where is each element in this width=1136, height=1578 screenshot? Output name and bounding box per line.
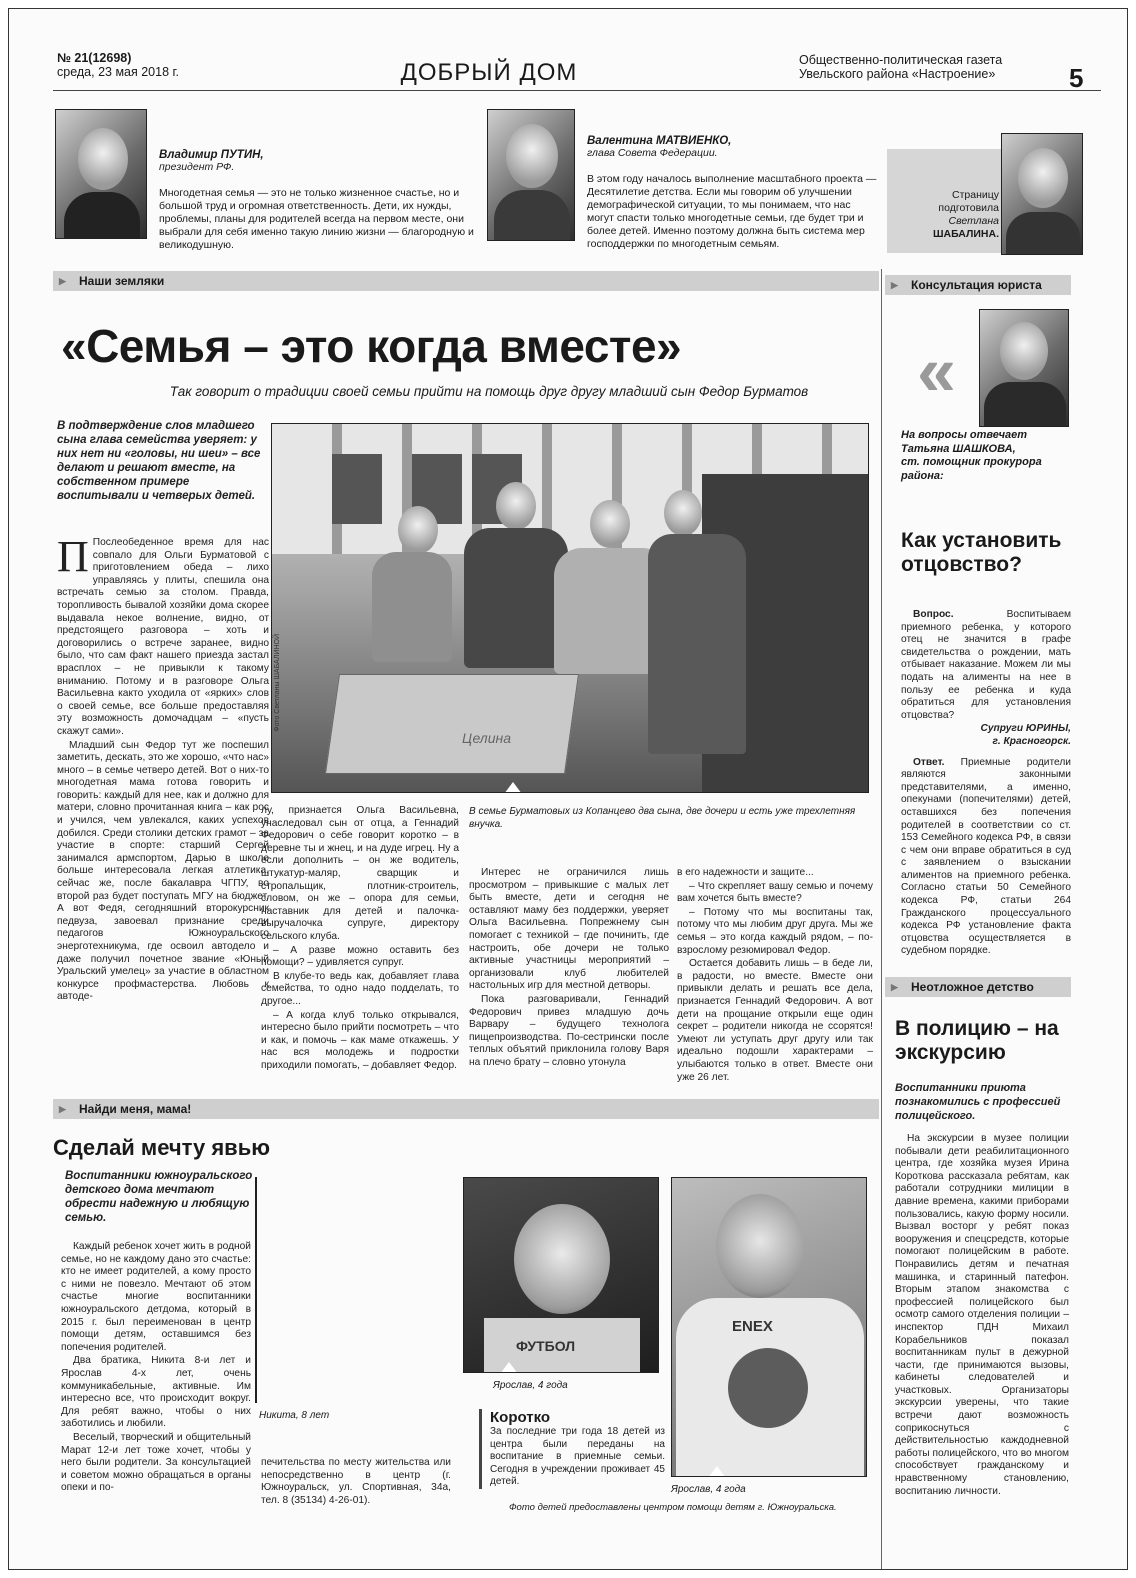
quote-author-post: глава Совета Федерации. [587,147,718,159]
find-title: Сделай мечту явью [53,1135,271,1160]
quote-author: Владимир ПУТИН, [159,149,264,161]
child-shirt-print: ENEX [732,1318,773,1335]
column-text: На экскурсии в музее полиции побывали дети реабилитационного центра, где хозяйка музея Ирина Короткова рассказала ребятам, как работали сотрудники милиции в давние времена, какими приборами пользовались, какую форму носили. Вызвал восторг у ребят показ вооружения и спецсредств, которые помогают полицейским в работе. Понравились детям и печатная машинка, и старинный патефон. Вторым этапом знакомства с профессией полицейского был осмотр самого отделения полиции – инспектор ПДН Михаил Корабельников показал воспитанникам пульт в дежурной части, где принимаются вызовы, кабинеты следователей и участковых. Организаторы экскурсии уверены, что такие встречи дают возможность соприкоснуться с действительностью каждодневной работы полицейского, что во многом способствует гражданскому и нравственному становлению, воспитанию личности. [895,1133,1069,1497]
issue-date: среда, 23 мая 2018 г. [57,65,180,79]
quote-text: Многодетная семья — это не только жизненное счастье, но и большой труд и огромная ответственность. Дети, их нужды, проблемы, планы для родителей всегда на первом месте, они выбрали для себя именно такую линию жизни — благородную и великодушную. [159,187,474,251]
column-text: печительства по месту жительства или непосредственно в центр (г. Южноуральск, ул. Спортивная, 34а, тел. 8 (35134) 4-26-01). [261,1457,451,1506]
section-header-urgent: ▶ Неотложное детство [885,977,1071,997]
quote-text: В этом году началось выполнение масштабного проекта — Десятилетие детства. Если мы говорим об улучшении демографической ситуации, то мы понимаем, что нас могут спасти только многодетные семьи, где будет три и более детей. Именно поэтому должна быть система мер господдержки по многодетным семьям. [587,173,877,250]
short-news-title: Коротко [490,1409,551,1426]
paper-name-line2: Увельского района «Настроение» [799,67,996,81]
family-photo [271,423,869,793]
lawyer-photo [979,309,1069,427]
lawyer-question [901,609,1071,959]
photo-marker [708,1466,726,1477]
column-text: Послеобеденное время для нас совпало для Ольги Бурматовой с приготовлением обеда – лихо управляясь у плиты, спешила она встречать семью за столом. Правда, торопливость бывалой хозяйки дома скорее выдавала некое волнение, видно, от предстоящего разговора – хоть и договорились о встрече заранее, видно было, что сам факт нашего приезда застал врасплох – не привыкли к такому вниманию. Потому и в разговоре Ольга Васильевна както уходила от «ярких» слов о своей семье, все больше предоставляя эту возможность домочадцам – «пусть скажут сами». [57,537,269,737]
column-text: Каждый ребенок хочет жить в родной семье, но не каждому дано это счастье: кто не имеет родителей, а кому просто с ними не повезло. Мечтают об этом счастье многие воспитанники южноуральского детдома, который в 2015 г. был переименован в центр помощи детям, оставшимся без попечения родителей. [61,1241,251,1353]
section-header-lawyer: ▶ Консультация юриста [885,275,1071,295]
prepared-line1: Страницу [952,189,999,201]
prepared-name2: ШАБАЛИНА. [933,228,999,240]
article-subtitle: Так говорит о традиции своей семьи прийти на помощь друг другу младший сын Федор Бурматов [169,384,809,399]
column-text: Интерес не ограничился лишь просмотром – привыкшие с малых лет быть вместе, дети и сегодня не оставляют маму без поддержки, уверяет Ольга Васильевна. Попрежнему сын помогает с техникой – где починить, где настроить, обе дочери не только активные участницы мероприятий – организовали клуб любителей настольных игр для местной детворы. [469,867,669,992]
drop-cap: П [57,532,89,581]
column-text: – Потому что мы воспитаны так, потому что мы любим друг друга. Мы же семья – это когда каждый рядом, – по-взрослому резюмировал Федор. [677,906,873,956]
section-header-find: ▶ Найди меня, мама! [53,1099,879,1119]
question-text: Воспитываем приемного ребенка, у которого отец не значится в графе свидетельства о рождении, мать отбывает наказание. Можем ли мы подать на алименты на нее в пользу ее ребенка и куда обратиться для установления отцовства? [901,609,1071,721]
page-number: 5 [1069,63,1084,93]
column-text: – А разве можно оставить без помощи? – удивляется супруг. [261,944,459,969]
prepared-name1: Светлана [948,215,999,227]
short-news-text: За последние три года 18 детей из центра были переданы на воспитание в приемные семьи. Сегодня в учреждении проживает 45 детей. [490,1426,665,1488]
question-label: Вопрос. [913,609,954,620]
column-text: В клубе-то ведь как, добавляет глава семейства, то одно надо подделать, то другое... [261,970,459,1007]
child-photo-yaroslav-2 [671,1177,867,1477]
column-text: Остается добавить лишь – в беде ли, в радости, но вместе. Вместе они привыкли делать и решать все дела, признается Геннадий Федорович. А вот дети на прощание открыли еще один секрет – родители никогда не ссорятся! Умеют ли уступать друг другу или так идеально подошли характерами – улыбаются только в ответ. Вместе они уже 26 лет. [677,958,873,1083]
find-lead: Воспитанники южноуральского детского дома мечтают обрести надежную и любящую семью. [65,1170,253,1224]
article-lead: В подтверждение слов младшего сына глава семейства уверяет: у них нет ни «головы, ни шеи» – все делают и решают вместе, на собственном примере воспитывали и четверых детей. [57,420,261,502]
urgent-title: В полицию – на экскурсию [895,1017,1059,1064]
photo-marker [504,782,522,793]
lawyer-intro: На вопросы отвечает [901,429,1028,441]
column-text: в его надежности и защите... [677,867,814,878]
issue-number: № 21(12698) [57,51,132,65]
column-text: Два братика, Никита 8-и лет и Ярослав 4-х лет, очень коммуникабельные, активные. Им интересно все, что происходит вокруг. Для ребят важно, чтобы о них заботились и любили. [61,1355,251,1430]
section-header-zemlyaki: ▶ Наши земляки [53,271,879,291]
find-text [61,1241,251,1496]
lawyer-info [901,429,1071,483]
find-text-continued [261,1457,451,1508]
lawyer-title: Как установить отцовство? [901,529,1062,576]
child-photo-yaroslav-1 [463,1177,659,1373]
newspaper-page [8,8,1128,1570]
column-text: лу, признается Ольга Васильевна, унаследовал сын от отца, а Геннадий Федорович о себе говорит коротко – в деревне ты и жнец, и на дуде игрец. Ну а если дополнить – он же водитель, штукатур-маляр, сварщик и стропальщик, плотник-строитель, словом, он же – опора для семьи, наставник для детей и палочка-выручалочка супруге, директору сельского клуба. [261,805,459,942]
article-column-3 [469,867,669,1071]
putin-photo [55,109,147,239]
column-divider [881,269,882,1569]
column-text: Младший сын Федор тут же поспешил заметить, дескать, это же хорошо, «что нас» много – в семье четверо детей. Вот о них-то многодетная мама готова говорить и говорить: каждый для нее, как и должно для матери, словно прочитанная книга – как рос и учился, чем увлекался, каких успехов добился. Среди столики детских грамот – за участие в спорте: старший Сергей занимался армспортом, Дарью в школе больше интересовала легкая атлетика, сейчас же, после бакалавра ЧГПУ, во второй раз будет поступать МГУ на бюджет. А вот Федя, сегодняшний второкурсник педвуза, завоевал признание среди педагогов Южноуральского энерготехникума, где освоил автодело и даже получил почетное звание «Юный Уральский умелец» за участие в областном конкурсе профмастерства. Любовь к автоде- [57,739,270,1003]
header-divider [53,90,1101,91]
paper-name-line1: Общественно-политическая газета [799,53,1003,67]
quote-matvienko [587,135,877,251]
article-title: «Семья – это когда вместе» [61,320,682,372]
lawyer-name: Татьяна ШАШКОВА, [901,442,1016,455]
photo-credit: Фото Светланы ШАБАЛИНОЙ [274,634,281,732]
matvienko-photo [487,109,575,241]
child-caption-yaroslav-1: Ярослав, 4 года [493,1380,568,1391]
column-text: Пока разговаривали, Геннадий Федорович привез младшую дочь Варвару – будущего технолога пищепроизводства. По-сестрински после теплых объятий приклонила голову Варя на плечо брату – словно утонула [469,993,669,1068]
urgent-lead: Воспитанники приюта познакомились с профессией полицейского. [895,1082,1061,1122]
quote-putin [159,149,479,252]
child-shirt-print: ФУТБОЛ [516,1338,576,1354]
quote-author-post: президент РФ. [159,161,235,173]
article-column-4 [677,867,873,1085]
author-photo [1001,133,1083,255]
child-photo-nikita [255,1177,257,1403]
question-signature-city: г. Красногорск. [992,735,1071,747]
column-text: – А когда клуб только открывался, интересно было прийти посмотреть – что и как, и помочь – как маме откажешь. У нас вся молодежь и подростки приходили помогать, – добавляет Федор. [261,1009,459,1071]
prepared-by [899,189,999,241]
family-photo-caption: В семье Бурматовых из Копанцево два сына, две дочери и есть уже трехлетняя внучка. [469,806,856,830]
article-column-1 [57,532,270,1005]
lawyer-post: ст. помощник прокурора района: [901,456,1042,482]
urgent-text [895,1133,1069,1499]
column-text: – Что скрепляет вашу семью и почему вам хочется быть вместе? [677,880,873,905]
section-title: ДОБРЫЙ ДОМ [400,59,578,86]
quote-icon: « [917,332,956,410]
paper-name [799,53,1039,81]
answer-label: Ответ. [913,756,945,768]
child-caption-yaroslav-2: Ярослав, 4 года [671,1484,746,1495]
short-news-box [479,1409,665,1489]
quote-author: Валентина МАТВИЕНКО, [587,135,732,147]
find-photo-credit: Фото детей предоставлены центром помощи детям г. Южноуральска. [509,1502,837,1513]
trailer-label: Целина [462,730,511,746]
child-caption-nikita: Никита, 8 лет [259,1410,330,1421]
question-signature: Супруги ЮРИНЫ, [980,723,1071,735]
prepared-line2: подготовила [938,202,999,214]
column-text: Веселый, творческий и общительный Марат 12-и лет тоже хочет, чтобы у него были родители. За консультацией и советом можно обращаться в органы опеки и по- [61,1431,251,1494]
issue-info [57,51,179,79]
answer-text: Приемные родители являются законными представителями, а именно, опекунами (попечителями) детей, оставшихся без попечения родителей в соответствии со ст. 153 Семейного кодекса РФ, в связи с чем они вправе обратиться в суд с заявлением о взыскании алиментов на приемного ребенка. Согласно статьи 50 Семейного кодекса РФ, статьи 264 Гражданского процессуального кодекса РФ установление факта отцовства осуществляется в судебном порядке. [901,756,1071,957]
photo-marker [500,1362,518,1373]
article-column-2 [261,805,459,1073]
